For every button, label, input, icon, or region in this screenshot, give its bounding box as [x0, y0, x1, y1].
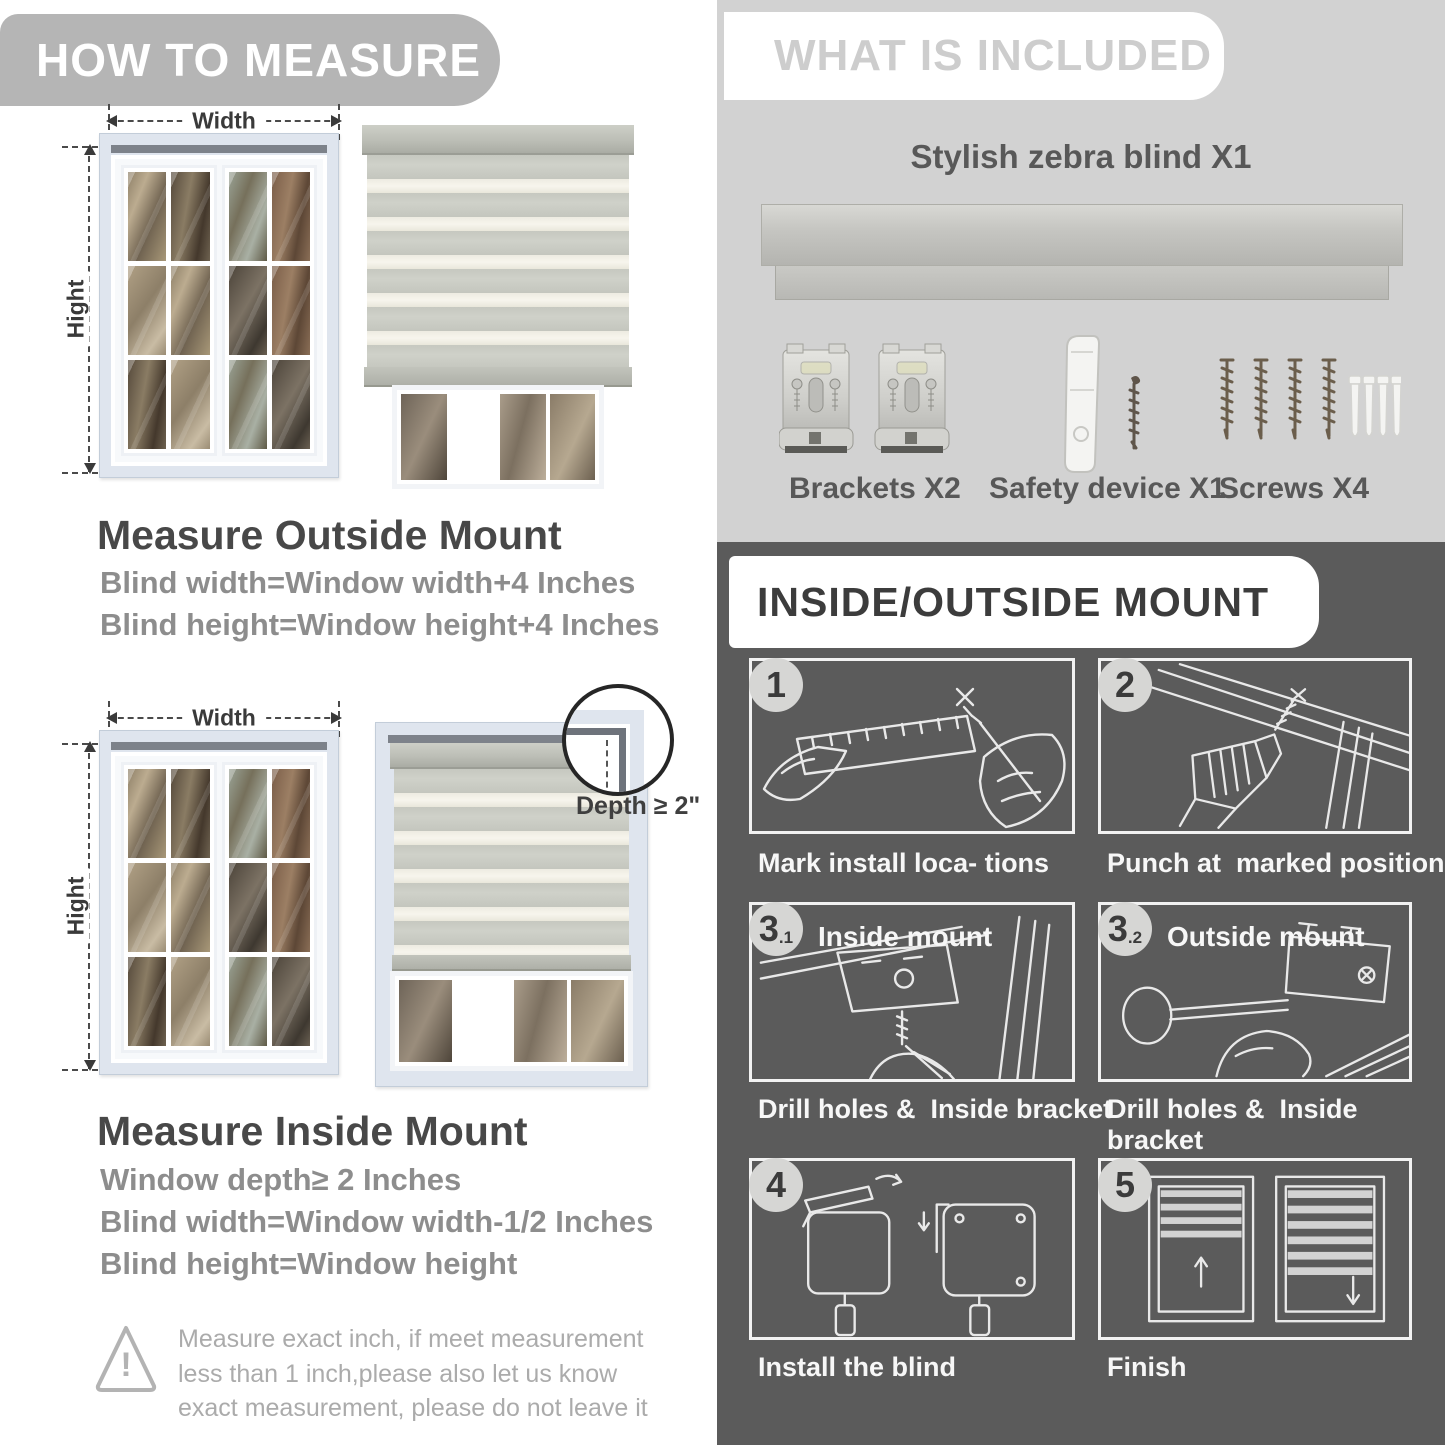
window-pane [229, 769, 267, 858]
step-3-1-caption: Drill holes & Inside bracket [758, 1094, 1113, 1124]
inside-height-formula: Blind height=Window height [100, 1246, 518, 1281]
window-below-blind [392, 385, 604, 489]
step-3-1-number: 3 .1 [749, 902, 803, 956]
window-top-recess [111, 145, 327, 153]
blind-headrail [362, 125, 634, 155]
window-pane [272, 360, 310, 449]
depth-dashed-line [606, 740, 608, 796]
mount-guide-panel [717, 542, 1445, 1445]
what-is-included-panel [717, 0, 1445, 542]
step-1-caption: Mark install loca- tions [758, 848, 1050, 878]
window-pane [229, 360, 267, 449]
window-pane [229, 863, 267, 952]
window-pane [128, 863, 166, 952]
arrow-right-icon [331, 712, 342, 724]
depth-detail-magnifier [562, 684, 674, 796]
window-pane [500, 394, 546, 480]
window-pane [128, 360, 166, 449]
window-pane [272, 266, 310, 355]
window-pane [456, 980, 509, 1062]
width-dimension-arrow [108, 107, 340, 134]
step-4-number: 4 [749, 1158, 803, 1212]
step-3-1-box [749, 902, 1075, 1082]
step-5-box [1098, 1158, 1412, 1340]
inside-depth-formula: Window depth≥ 2 Inches [100, 1162, 462, 1197]
brackets-label: Brackets X2 [789, 472, 961, 505]
window-below-blind [390, 971, 633, 1071]
inside-width-formula: Blind width=Window width-1/2 Inches [100, 1204, 654, 1239]
blind-cassette-rail-bottom [775, 266, 1389, 300]
step-2-caption: Punch at marked position [1107, 848, 1445, 878]
window-pane [229, 172, 267, 261]
window-pane [128, 266, 166, 355]
svg-text:!: ! [120, 1346, 132, 1384]
window-pane [171, 957, 209, 1046]
window-pane [171, 360, 209, 449]
step-3-2-number: 3 .2 [1098, 902, 1152, 956]
safety-device-label: Safety device X1 [989, 472, 1226, 505]
window-pane [550, 394, 596, 480]
blind-cassette-rail [761, 204, 1403, 266]
window-top-recess [111, 742, 327, 750]
window-pane [571, 980, 624, 1062]
window-pane [401, 394, 447, 480]
blind-bottom-rail [364, 367, 632, 387]
window-pane [272, 863, 310, 952]
how-to-measure-banner [0, 14, 500, 106]
screws-label: Screws X4 [1219, 472, 1370, 505]
window-sash-right [222, 165, 318, 456]
step-1-number: 1 [749, 658, 803, 712]
blind-bottom-rail [392, 955, 631, 971]
height-label: Hight [63, 272, 90, 347]
how-to-measure-title: HOW TO MEASURE [36, 34, 482, 86]
measurement-warning-text: Measure exact inch, if meet measurement less than 1 inch,please also let us know exact measurement, please do not leave it [178, 1325, 648, 1422]
window-pane [272, 769, 310, 858]
step-4-box [749, 1158, 1075, 1340]
width-label: Width [182, 705, 266, 732]
outside-mount-window-photo [99, 133, 339, 478]
height-dimension-arrow [62, 743, 90, 1069]
window-pane [229, 957, 267, 1046]
width-dimension-arrow [108, 704, 340, 731]
step-4-caption: Install the blind [758, 1352, 957, 1382]
mounting-bracket-icon [779, 342, 951, 468]
step-3-2-box [1098, 902, 1412, 1082]
window-pane [171, 172, 209, 261]
window-sash-right [222, 762, 318, 1053]
window-pane [128, 957, 166, 1046]
outside-height-formula: Blind height=Window height+4 Inches [100, 607, 660, 642]
what-is-included-title: WHAT IS INCLUDED [774, 31, 1213, 80]
window-pane [272, 957, 310, 1046]
outside-mount-blind-photo [362, 125, 634, 495]
step-2-box [1098, 658, 1412, 834]
window-glazing [111, 155, 327, 466]
step-1-box [749, 658, 1075, 834]
inside-mount-title: Measure Inside Mount [97, 1108, 528, 1154]
screws-anchors-icon [1211, 352, 1401, 472]
step-3-2-label: Outside mount [1167, 921, 1365, 952]
mount-guide-title: INSIDE/OUTSIDE MOUNT [757, 578, 1270, 625]
frame-corner-inner [562, 728, 626, 796]
window-pane [171, 863, 209, 952]
zebra-fabric [367, 155, 629, 367]
product-label: Stylish zebra blind X1 [910, 138, 1252, 175]
window-pane [171, 266, 209, 355]
safety-device-icon [1053, 330, 1163, 480]
mount-guide-banner [729, 556, 1319, 648]
step-2-number: 2 [1098, 658, 1152, 712]
what-is-included-banner [724, 12, 1224, 100]
step-5-number: 5 [1098, 1158, 1152, 1212]
outside-mount-title: Measure Outside Mount [97, 512, 562, 558]
step-3-1-label: Inside mount [818, 921, 993, 952]
width-label: Width [182, 108, 266, 135]
inside-mount-window-photo [99, 730, 339, 1075]
window-pane [451, 394, 497, 480]
window-pane [128, 172, 166, 261]
window-pane [272, 172, 310, 261]
arrow-right-icon [331, 115, 342, 127]
window-glazing [111, 752, 327, 1063]
window-sash-left [121, 762, 217, 1053]
window-pane [399, 980, 452, 1062]
window-pane [514, 980, 567, 1062]
step-3-2-caption: Drill holes & Inside bracket [1107, 1094, 1366, 1155]
window-pane [128, 769, 166, 858]
window-pane [171, 769, 209, 858]
warning-icon [94, 1322, 158, 1396]
height-label: Hight [63, 869, 90, 944]
window-pane [229, 266, 267, 355]
depth-label: Depth ≥ 2" [576, 792, 701, 820]
window-sash-left [121, 165, 217, 456]
height-dimension-arrow [62, 146, 90, 472]
step-5-caption: Finish [1107, 1352, 1187, 1382]
outside-width-formula: Blind width=Window width+4 Inches [100, 565, 636, 600]
